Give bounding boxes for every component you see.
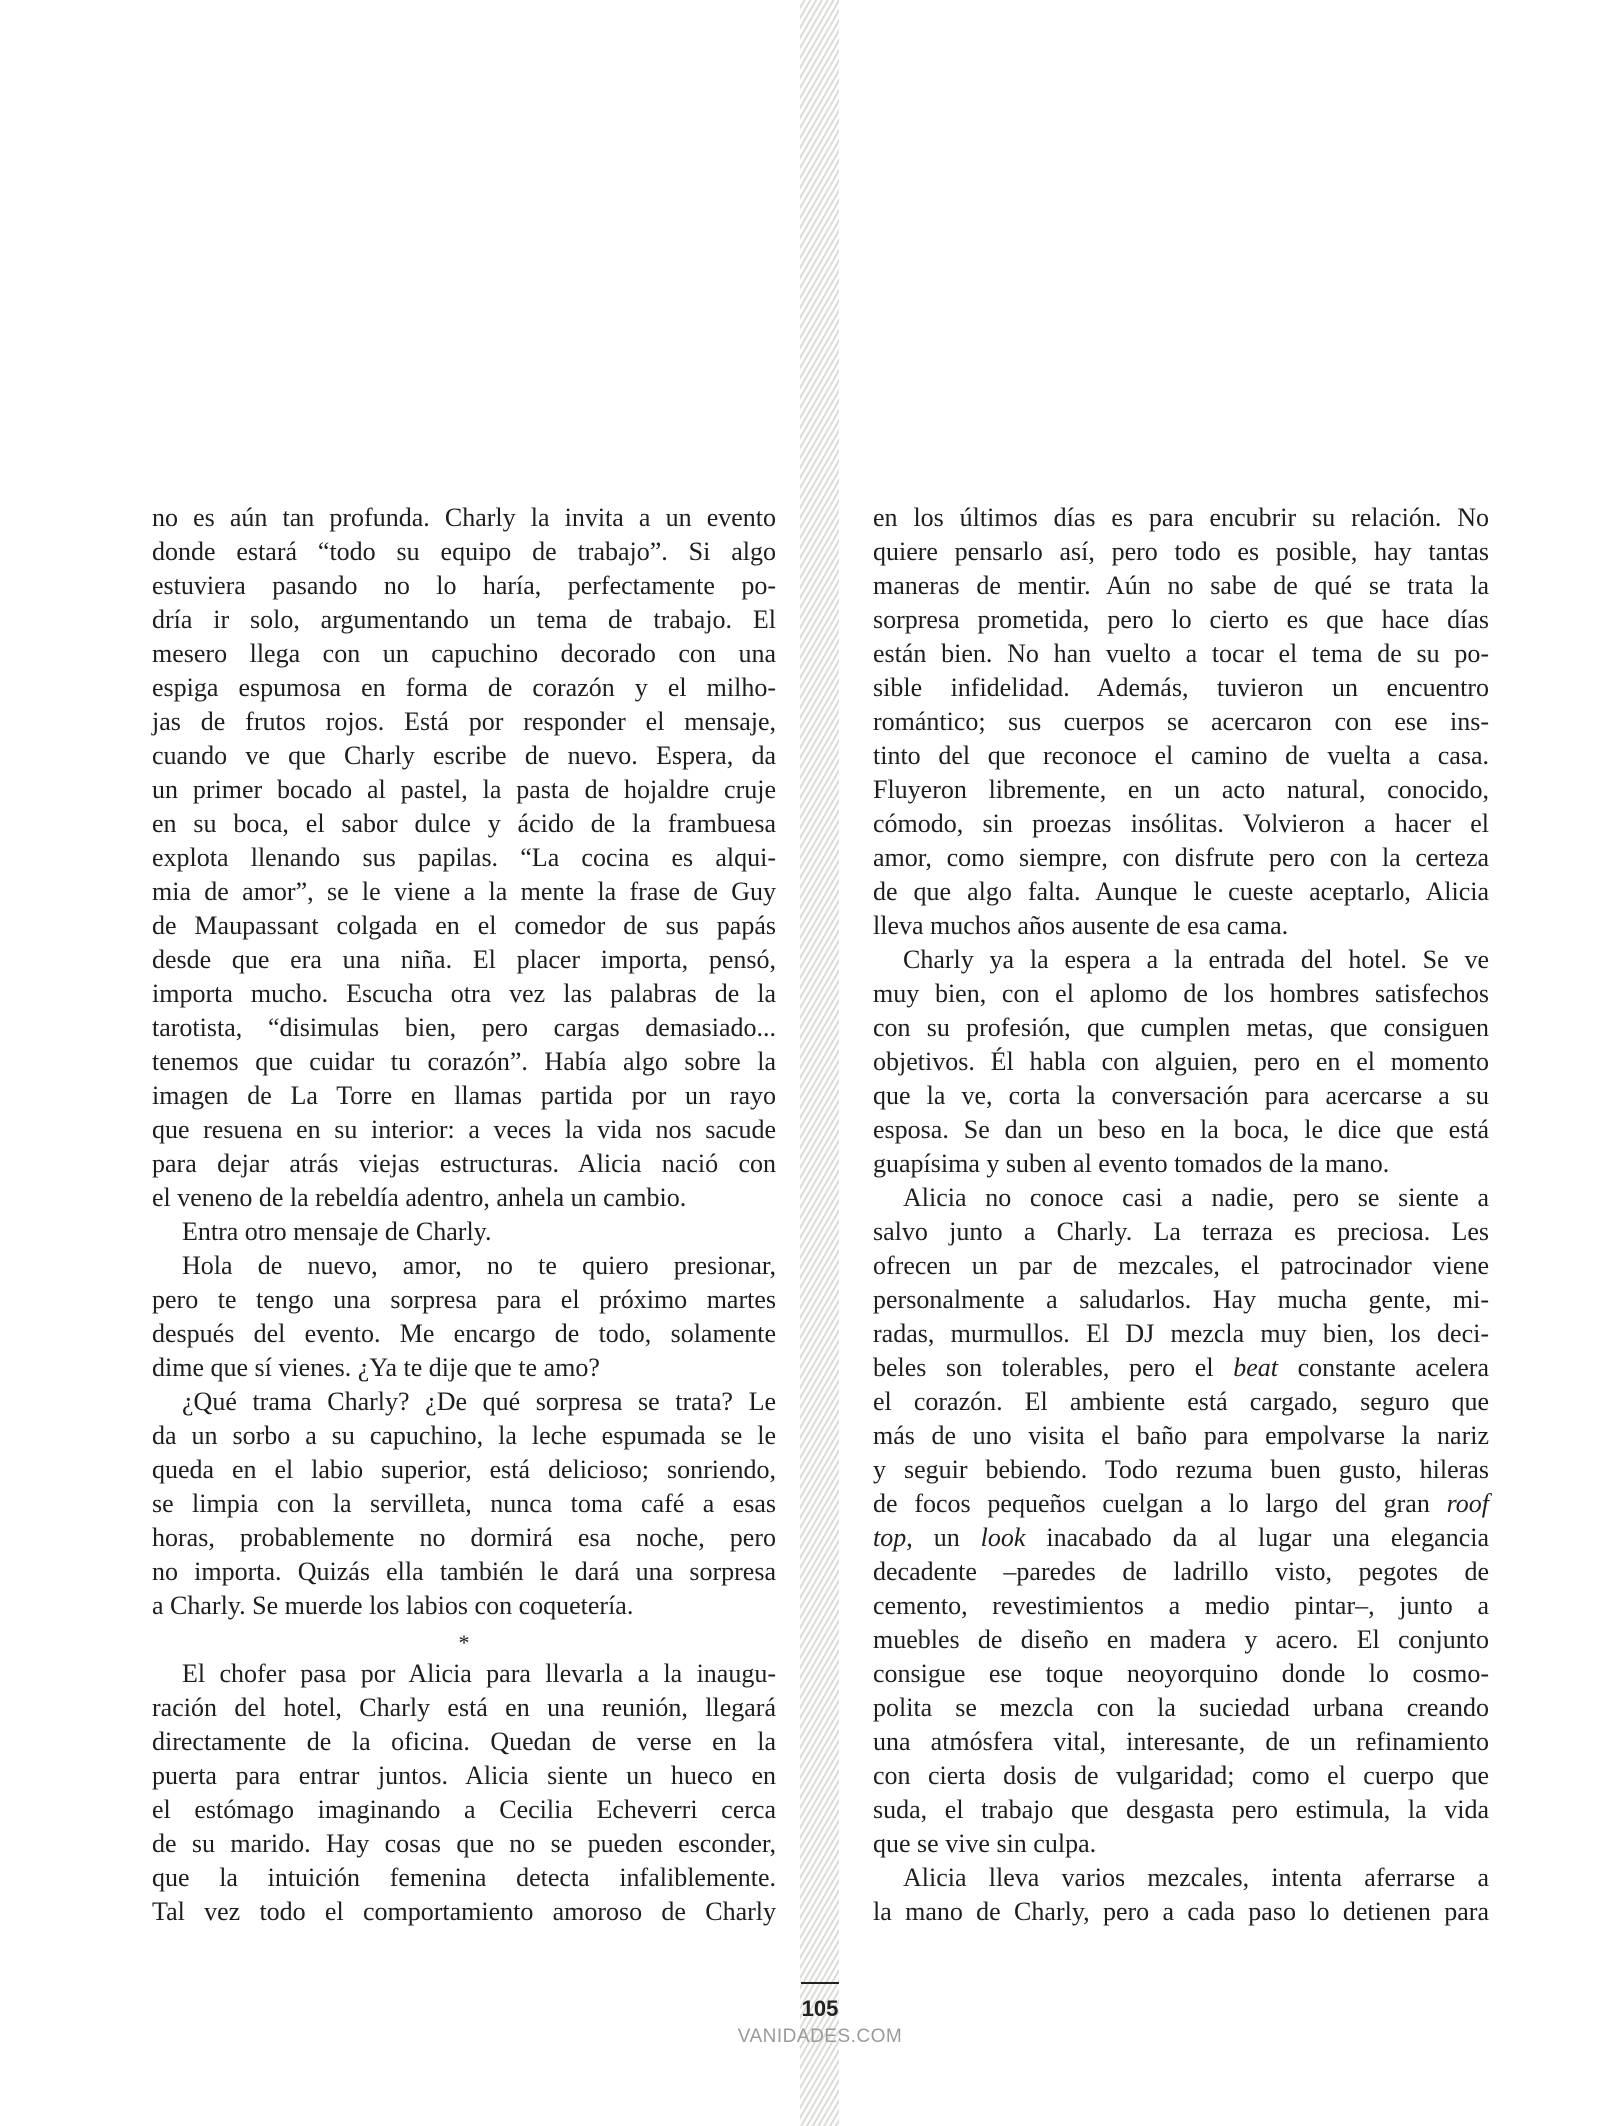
text-line: Charly ya la espera a la entrada del hotel. Se ve (903, 945, 1489, 974)
text-line: mesero llega con un capuchino decorado con una (152, 639, 776, 668)
italic-term: beat (1233, 1353, 1278, 1382)
text-line: radas, murmullos. El DJ mezcla muy bien, los deci- (873, 1319, 1489, 1348)
text-line: tarotista, “disimulas bien, pero cargas demasiado... (152, 1013, 776, 1042)
text-line: Tal vez todo el comportamiento amoroso de Charly (152, 1897, 776, 1926)
text-line: salvo junto a Charly. La terraza es preciosa. Les (873, 1217, 1489, 1246)
text-line: esposa. Se dan un beso en la boca, le dice que está (873, 1115, 1489, 1144)
text-line: personalmente a saludarlos. Hay mucha gente, mi- (873, 1285, 1489, 1314)
text-line: tenemos que cuidar tu corazón”. Había algo sobre la (152, 1047, 776, 1076)
text-line: de que algo falta. Aunque le cueste aceptarlo, Alicia (873, 877, 1489, 906)
paragraph (152, 1215, 776, 1249)
paragraph (873, 1181, 1489, 1861)
text-line: se limpia con la servilleta, nunca toma café a esas (152, 1489, 776, 1518)
text-line: y seguir bebiendo. Todo rezuma buen gusto, hileras (873, 1455, 1489, 1484)
text-line: pero te tengo una sorpresa para el próximo martes (152, 1285, 776, 1314)
text-line: decadente –paredes de ladrillo visto, pegotes de (873, 1557, 1489, 1586)
text-line: donde estará “todo su equipo de trabajo”. Si algo (152, 537, 776, 566)
text-line: un primer bocado al pastel, la pasta de hojaldre cruje (152, 775, 776, 804)
right-text-column (873, 501, 1489, 1929)
text-line: queda en el labio superior, está delicioso; sonriendo, (152, 1455, 776, 1484)
italic-term: look (980, 1523, 1026, 1552)
text-line: más de uno visita el baño para empolvarse la nariz (873, 1421, 1489, 1450)
text-line: El chofer pasa por Alicia para llevarla a la inaugu- (182, 1659, 776, 1688)
text-line: de su marido. Hay cosas que no se pueden esconder, (152, 1829, 776, 1858)
text-line: cemento, revestimientos a medio pintar–, junto a (873, 1591, 1489, 1620)
text-line: en los últimos días es para encubrir su relación. No (873, 503, 1489, 532)
text-line: ofrecen un par de mezcales, el patrocinador viene (873, 1251, 1489, 1280)
text-line: dime que sí vienes. ¿Ya te dije que te amo? (152, 1353, 600, 1382)
text-line: Fluyeron libremente, en un acto natural, conocido, (873, 775, 1489, 804)
paragraph (873, 943, 1489, 1181)
text-line: sorpresa prometida, pero lo cierto es que hace días (873, 605, 1489, 634)
center-gutter-stripe (800, 0, 839, 2126)
text-line: puerta para entrar juntos. Alicia siente un hueco en (152, 1761, 776, 1790)
text-line: imagen de La Torre en llamas partida por un rayo (152, 1081, 776, 1110)
text-line: que la ve, corta la conversación para acercarse a su (873, 1081, 1489, 1110)
footer-rule (801, 1982, 839, 1984)
text-line: importa mucho. Escucha otra vez las palabras de la (152, 979, 776, 1008)
text-line: beles son tolerables, pero el beat constante acelera (873, 1353, 1489, 1382)
text-line: en su boca, el sabor dulce y ácido de la frambuesa (152, 809, 776, 838)
text-line: no importa. Quizás ella también le dará una sorpresa (152, 1557, 776, 1586)
text-line: romántico; sus cuerpos se acercaron con ese ins- (873, 707, 1489, 736)
text-line: objetivos. Él habla con alguien, pero en el momento (873, 1047, 1489, 1076)
text-line: Entra otro mensaje de Charly. (182, 1217, 492, 1246)
paragraph (152, 1385, 776, 1623)
text-line: que se vive sin culpa. (873, 1829, 1097, 1858)
text-line: el corazón. El ambiente está cargado, seguro que (873, 1387, 1489, 1416)
italic-term: top (873, 1523, 907, 1552)
text-line: no es aún tan profunda. Charly la invita a un evento (152, 503, 776, 532)
text-line: jas de frutos rojos. Está por responder el mensaje, (152, 707, 776, 736)
page-number: 105 (801, 1996, 839, 2021)
text-line: suda, el trabajo que desgasta pero estimula, la vida (873, 1795, 1489, 1824)
section-separator: * (458, 1630, 470, 1655)
text-line: quiere pensarlo así, pero todo es posible, hay tantas (873, 537, 1489, 566)
text-line: que la intuición femenina detecta infaliblemente. (152, 1863, 776, 1892)
left-text-column (152, 501, 776, 1929)
text-line: con su profesión, que cumplen metas, que consiguen (873, 1013, 1489, 1042)
text-line: muebles de diseño en madera y acero. El conjunto (873, 1625, 1489, 1654)
site-url: VANIDADES.COM (737, 2026, 903, 2047)
text-line: Alicia lleva varios mezcales, intenta aferrarse a (903, 1863, 1489, 1892)
text-line: para dejar atrás viejas estructuras. Alicia nació con (152, 1149, 776, 1178)
text-line: que resuena en su interior: a veces la vida nos sacude (152, 1115, 776, 1144)
text-line: de Maupassant colgada en el comedor de sus papás (152, 911, 776, 940)
text-line: Hola de nuevo, amor, no te quiero presionar, (182, 1251, 776, 1280)
text-line: muy bien, con el aplomo de los hombres satisfechos (873, 979, 1489, 1008)
text-line: estuviera pasando no lo haría, perfectamente po- (152, 571, 776, 600)
text-line: el estómago imaginando a Cecilia Echeverri cerca (152, 1795, 776, 1824)
paragraph (152, 501, 776, 1215)
text-line: da un sorbo a su capuchino, la leche espumada se le (152, 1421, 776, 1450)
italic-term: roof (1446, 1489, 1489, 1518)
text-line: cómodo, sin proezas insólitas. Volvieron a hacer el (873, 809, 1489, 838)
text-line: consigue ese toque neoyorquino donde lo cosmo- (873, 1659, 1489, 1688)
text-line: ración del hotel, Charly está en una reunión, llegará (152, 1693, 776, 1722)
text-line: ¿Qué trama Charly? ¿De qué sorpresa se trata? Le (182, 1387, 776, 1416)
text-line: polita se mezcla con la suciedad urbana creando (873, 1693, 1489, 1722)
text-line: están bien. No han vuelto a tocar el tema de su po- (873, 639, 1489, 668)
text-line: sible infidelidad. Además, tuvieron un encuentro (873, 673, 1489, 702)
text-line: directamente de la oficina. Quedan de verse en la (152, 1727, 776, 1756)
text-line: el veneno de la rebeldía adentro, anhela un cambio. (152, 1183, 687, 1212)
text-line: explota llenando sus papilas. “La cocina es alqui- (152, 843, 776, 872)
text-line: una atmósfera vital, interesante, de un refinamiento (873, 1727, 1489, 1756)
text-line: dría ir solo, argumentando un tema de trabajo. El (152, 605, 776, 634)
paragraph (152, 1657, 776, 1929)
text-line: cuando ve que Charly escribe de nuevo. Espera, da (152, 741, 776, 770)
text-line: después del evento. Me encargo de todo, solamente (152, 1319, 776, 1348)
text-line: horas, probablemente no dormirá esa noche, pero (152, 1523, 776, 1552)
text-line: la mano de Charly, pero a cada paso lo detienen para (873, 1897, 1489, 1926)
paragraph (873, 501, 1489, 943)
text-line: tinto del que reconoce el camino de vuelta a casa. (873, 741, 1489, 770)
text-line: espiga espumosa en forma de corazón y el milho- (152, 673, 776, 702)
text-line: maneras de mentir. Aún no sabe de qué se trata la (873, 571, 1489, 600)
text-line: lleva muchos años ausente de esa cama. (873, 911, 1289, 940)
paragraph (152, 1249, 776, 1385)
text-line: desde que era una niña. El placer importa, pensó, (152, 945, 776, 974)
text-line: top, un look inacabado da al lugar una elegancia (873, 1523, 1490, 1552)
text-line: Alicia no conoce casi a nadie, pero se siente a (903, 1183, 1489, 1212)
text-line: guapísima y suben al evento tomados de la mano. (873, 1149, 1390, 1178)
text-line: a Charly. Se muerde los labios con coquetería. (152, 1591, 634, 1620)
text-line: amor, como siempre, con disfrute pero con la certeza (873, 843, 1489, 872)
paragraph (873, 1861, 1489, 1929)
text-line: con cierta dosis de vulgaridad; como el cuerpo que (873, 1761, 1489, 1790)
text-line: de focos pequeños cuelgan a lo largo del gran roof (873, 1489, 1489, 1518)
text-line: mia de amor”, se le viene a la mente la frase de Guy (152, 877, 776, 906)
